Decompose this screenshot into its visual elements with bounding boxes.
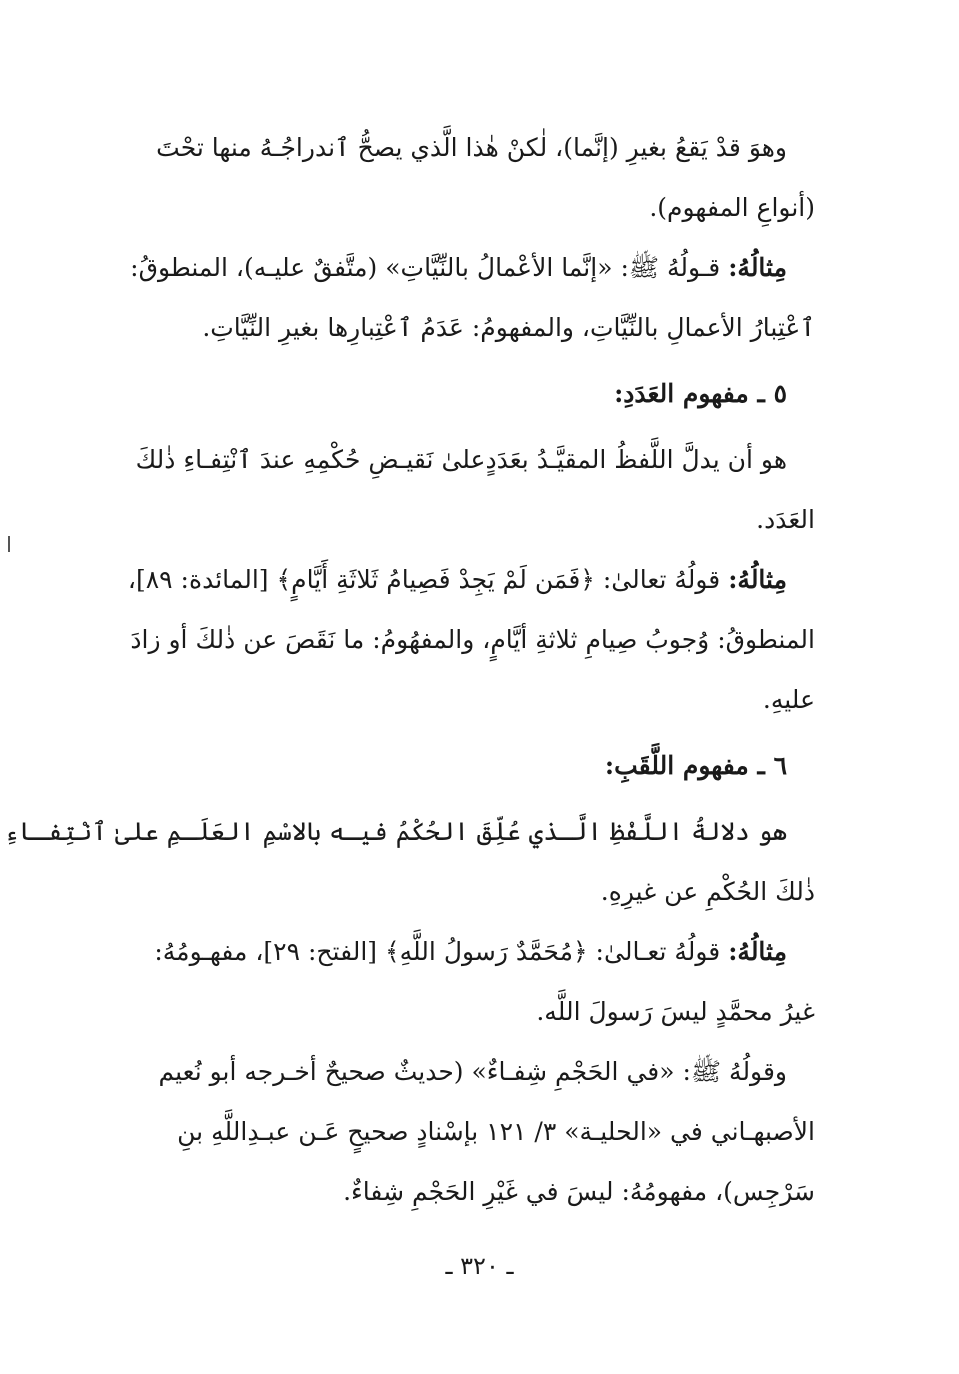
example-paragraph: [155, 922, 815, 1042]
text-line: الأصبهـاني في «الحليـة» ٣/ ١٢١ بإسْنادٍ صحيحٍ عَـن عبـدِاللَّهِ بنِ: [177, 1116, 815, 1146]
text-line: غيرُ محمَّدٍ ليسَ رَسولَ اللَّه.: [536, 996, 815, 1026]
text-span: قولُهُ تعالىٰ: ﴿فَمَن لَمْ يَجِدْ فَصِيامُ ثَلاثَةِ أَيَّامٍ﴾ [المائدة: ٨٩]،: [127, 564, 721, 594]
text-line: (أنواعِ المفهوم).: [649, 192, 815, 222]
text-line: ذٰلكَ الحُكْمِ عن غيرِهِ.: [600, 876, 815, 906]
text-line: وقولُهُ ﷺ: «في الحَجْمِ شِفـاءٌ» (حديثٌ صحيحٌ أخـرجه أبو نُعيم: [158, 1056, 787, 1086]
text-span: قولُهُ تعـالىٰ: ﴿مُحَمَّدٌ رَسولُ اللَّهِ﴾ [الفتح: ٢٩]، مفهـومُهُ:: [154, 936, 721, 966]
text-line: عليهِ.: [762, 684, 815, 714]
section-heading-number: [155, 358, 815, 430]
definition-paragraph: [4, 802, 815, 922]
paragraph-intro: [155, 118, 815, 238]
margin-mark: [8, 536, 10, 552]
example-paragraph: [127, 550, 815, 730]
text-line: [155, 922, 815, 982]
example-label: مِثالُهُ:: [728, 252, 787, 282]
text-line: [127, 550, 815, 610]
example-paragraph: [130, 238, 815, 358]
heading-text: ٦ ـ مفهوم اللَّقَبِ:: [604, 750, 787, 780]
text-line: العَدَد.: [756, 504, 815, 534]
text-line: هو أن يدلَّ اللَّفظُ المقيَّـدُ بعَدَدٍعلىٰ نَقيـضِ حُكْمِهِ عندَ ٱنْتِفـاءِ ذٰلكَ: [135, 444, 787, 474]
text-line: هو دلالةُ اللَّفْظِ الَّـذي عُلِّقَ الحُكْمُ فيـه بالاسْمِ العَلَـمِ علىٰ ٱنْتِفـاءِ: [4, 816, 787, 846]
text-span: قـولُهُ ﷺ: «إنَّما الأعْمالُ بالنِّيَّاتِ» (متَّفقٌ عليـه)، المنطوقُ:: [130, 252, 721, 282]
heading-text: ٥ ـ مفهوم العَدَدِ:: [614, 378, 787, 408]
section-heading-title: [155, 730, 815, 802]
definition-paragraph: [135, 430, 815, 550]
text-line: سَرْجِس)، مفهومُهُ: ليسَ في غَيْرِ الحَجْمِ شِفاءٌ.: [343, 1176, 815, 1206]
hadith-paragraph: [155, 1042, 815, 1222]
example-label: مِثالُهُ:: [728, 936, 787, 966]
example-label: مِثالُهُ:: [728, 564, 787, 594]
text-line: وهوَ قدْ يَقعُ بغيرِ (إنَّما)، لٰكنْ هٰذا الَّذي يصحُّ ٱندراجُـهُ منها تحْتَ: [156, 132, 787, 162]
text-line: [130, 238, 815, 298]
page-body: [4, 118, 815, 1222]
text-line: المنطوقُ: وُجوبُ صِيامِ ثلاثةِ أيَّامٍ، والمفهُومُ: ما نَقَصَ عن ذٰلكَ أو زادَ: [130, 624, 815, 654]
text-line: ٱعْتِبارُ الأعمالِ بالنِّيَّاتِ، والمفهومُ: عَدَمُ ٱعْتِبارِها بغيرِ النِّيَّاتِ.: [202, 312, 815, 342]
page-number: ـ ٣٢٠ ـ: [445, 1252, 514, 1280]
